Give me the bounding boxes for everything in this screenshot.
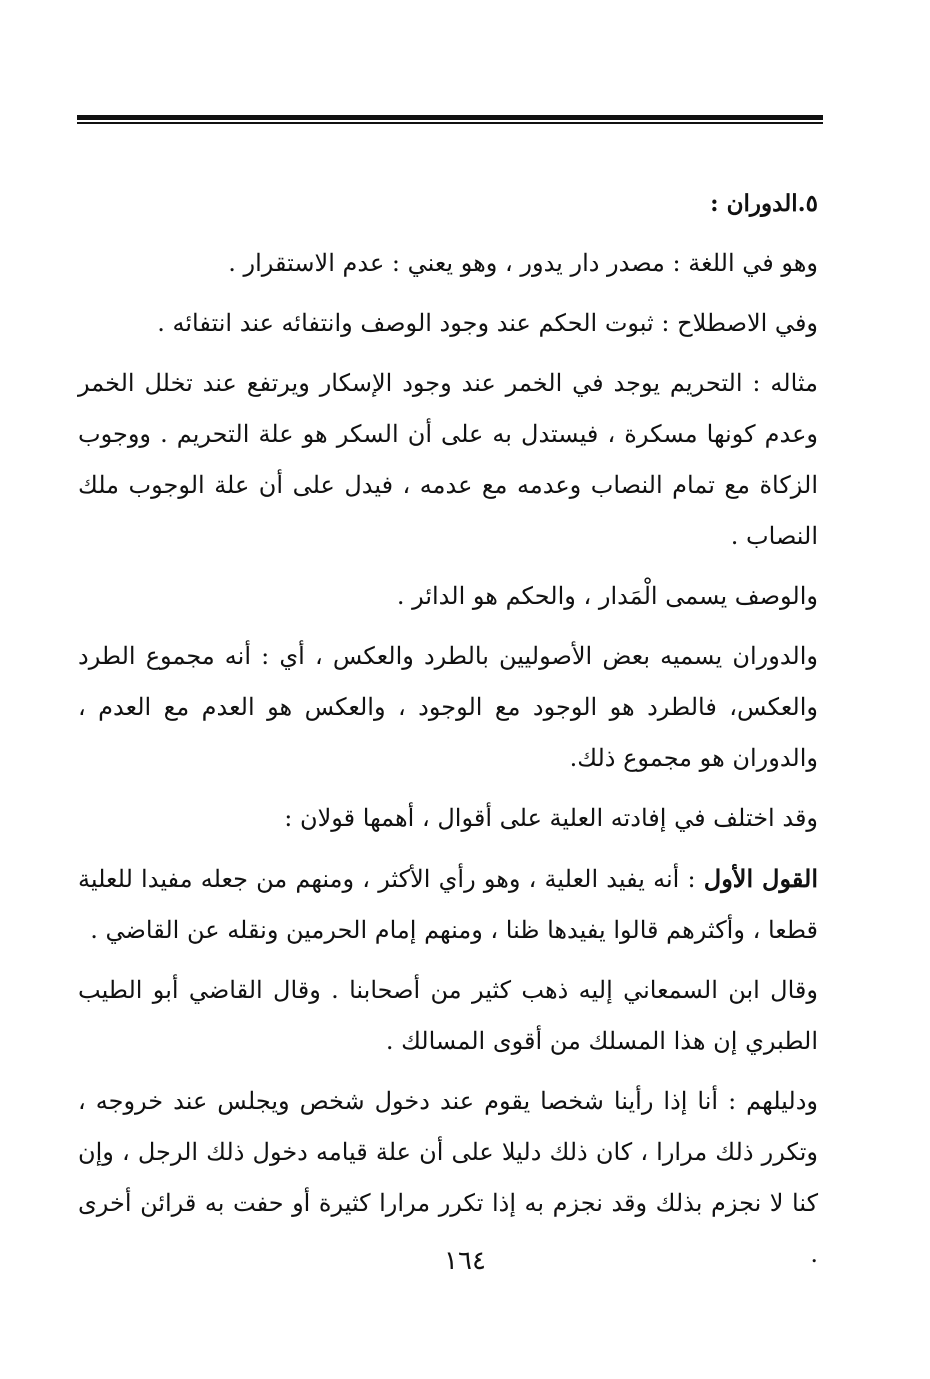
paragraph-ibn-samani: وقال ابن السمعاني إليه ذهب كثير من أصحابنا . وقال القاضي أبو الطيب الطبري إن هذا المسلك من أقوى المسالك . — [78, 976, 818, 1055]
paragraph-definition-language: وهو في اللغة : مصدر دار يدور ، وهو يعني : عدم الاستقرار . — [228, 249, 818, 277]
paragraph-example: مثاله : التحريم يوجد في الخمر عند وجود الإسكار ويرتفع عند تخلل الخمر وعدم كونها مسكرة ، فيستدل به على أن السكر هو علة التحريم . ووجوب الزكاة مع تمام النصاب وعدمه مع عدمه ، فيدل على أن علة الوجوب ملك النصاب . — [78, 369, 818, 550]
section-heading: ٥.الدوران : — [710, 190, 818, 217]
paragraph-madar: والوصف يسمى الْمَدار ، والحكم هو الدائر . — [396, 582, 818, 610]
page-number: ١٦٤ — [444, 1246, 486, 1276]
paragraph-tard-aks: والدوران يسميه بعض الأصوليين بالطرد والعكس ، أي : أنه مجموع الطرد والعكس، فالطرد هو الوجود مع الوجود ، والعكس هو العدم مع العدم ، والدوران هو مجموع ذلك. — [78, 642, 818, 772]
page-body — [78, 178, 818, 1289]
paragraph-definition-term: وفي الاصطلاح : ثبوت الحكم عند وجود الوصف وانتفائه عند انتفائه . — [157, 309, 818, 337]
header-rule-thick — [77, 115, 823, 120]
paragraph-evidence: ودليلهم : أنا إذا رأينا شخصا يقوم عند دخول شخص ويجلس عند خروجه ، وتكرر ذلك مرارا ، كان ذلك دليلا على أن علة قيامه دخول ذلك الرجل ، وإن كنا لا نجزم بذلك وقد نجزم به إذا تكرر مرارا كثيرة أو حفت به قرائن أخرى . — [78, 1087, 819, 1268]
paragraph-first-opinion: القول الأول : أنه يفيد العلية ، وهو رأي الأكثر ، ومنهم من جعله مفيدا للعلية قطعا ، وأكثرهم قالوا يفيدها ظنا ، ومنهم إمام الحرمين ونقله عن القاضي . — [78, 864, 818, 944]
first-opinion-label: القول الأول — [703, 864, 818, 893]
paragraph-disagreement: وقد اختلف في إفادته العلية على أقوال ، أهمها قولان : — [284, 804, 818, 832]
header-rule-thin — [77, 122, 823, 124]
